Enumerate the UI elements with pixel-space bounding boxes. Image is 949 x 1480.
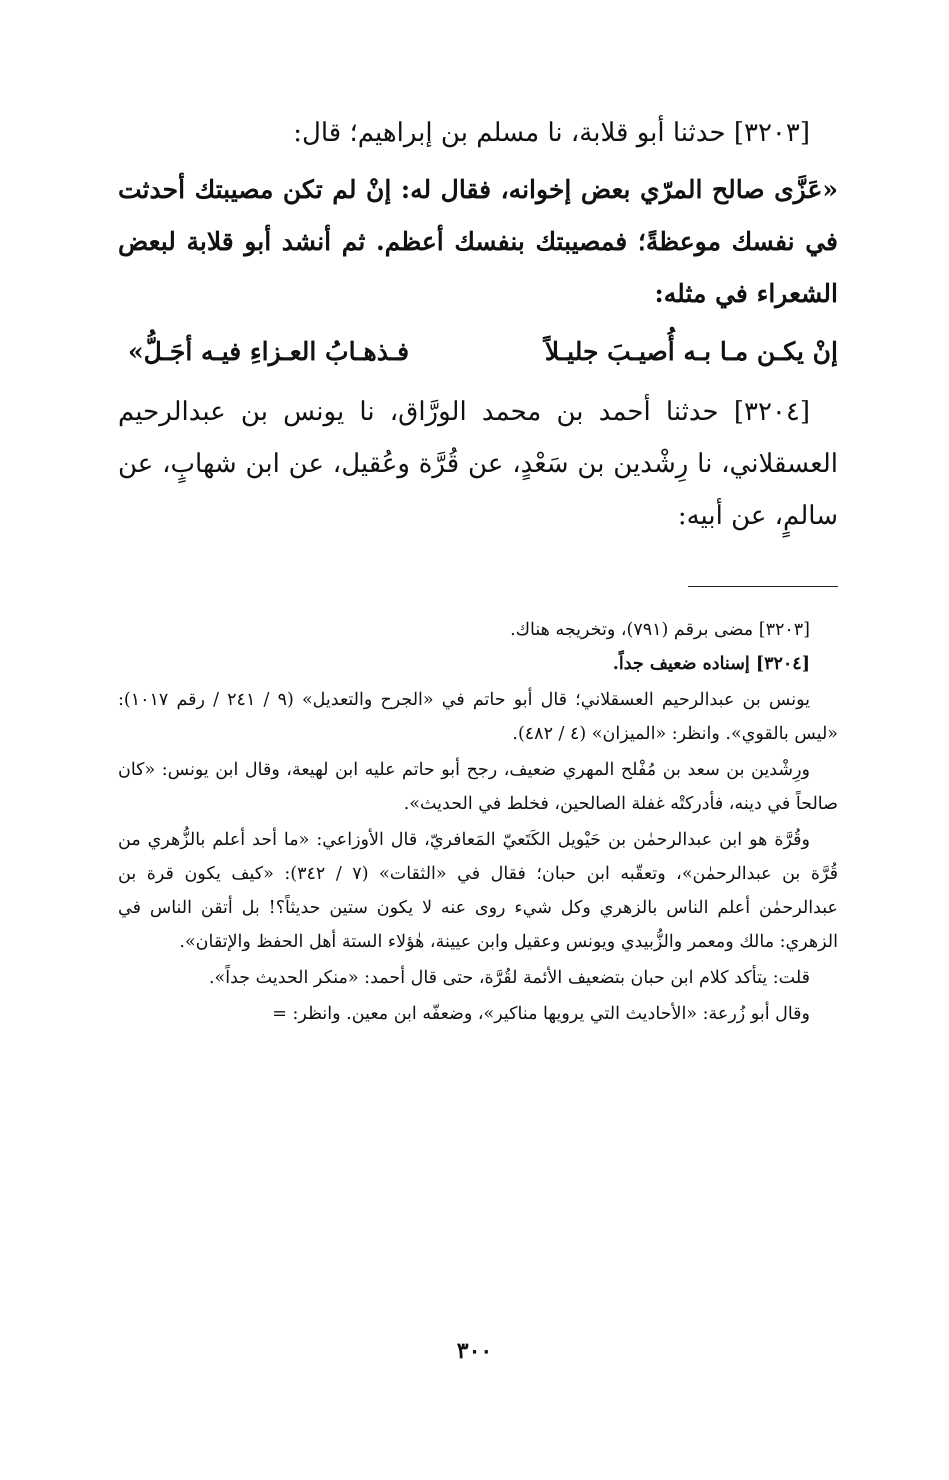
main-text	[118, 108, 838, 542]
footnote-abu-zura: وقال أبو زُرعة: «الأحاديث التي يرويها مناكير»، وضعفّه ابن معين. وانظر: =	[272, 1004, 810, 1024]
footnote-narrator-qurra: وقُرَّة هو ابن عبدالرحمٰن بن حَيْويل الكَتَعيّ المَعافريّ، قال الأوزاعي: «ما أحد أعلم بالزُّهري من قُرَّة بن عبدالرحمٰن»، وتعقّبه ابن حبان؛ فقال في «الثقات» (٧ / ٣٤٢): «كيف يكون قرة بن عبدالرحمٰن أعلم الناس بالزهري وكل شيء روى عنه لا يكون ستين حديثاً؟! بل أتقن الناس في الزهري: مالك ومعمر والزُّبيدي ويونس وعقيل وابن عيينة، هٰؤلاء الستة أهل الحفظ والإتقان».	[118, 830, 839, 952]
footnote-narrator-yunus: يونس بن عبدالرحيم العسقلاني؛ قال أبو حاتم في «الجرح والتعديل» (٩ / ٢٤١ / رقم ١٠١٧): «ليس بالقوي». وانظر: «الميزان» (٤ / ٤٨٢).	[118, 690, 838, 744]
hadith-3203-text: «عَزَّى صالح المرّي بعض إخوانه، فقال له: إنْ لم تكن مصيبتك أحدثت في نفسك موعظةً؛ فمصيبتك بنفسك أعظم. ثم أنشد أبو قلابة لبعض الشعراء في مثله:	[118, 175, 838, 308]
page-number: ٣٠٠	[456, 1338, 493, 1364]
footnote-narrator-rishdin: ورِشْدين بن سعد بن مُفْلح المهري ضعيف، رجح أبو حاتم عليه ابن لهيعة، وقال ابن يونس: «كان صالحاً في دينه، فأدركتْه غفلة الصالحين، فخلط في الحديث».	[118, 760, 838, 814]
footnote-3203: [٣٢٠٣] مضى برقم (٧٩١)، وتخريجه هناك.	[510, 620, 810, 640]
footnote-3204-heading: [٣٢٠٤] إسناده ضعيف جداً.	[612, 654, 810, 674]
footnote-author-comment: قلت: يتأكد كلام ابن حبان بتضعيف الأئمة لقُرَّة، حتى قال أحمد: «منكر الحديث جداً».	[208, 968, 810, 988]
hadith-3203-chain: [٣٢٠٣] حدثنا أبو قلابة، نا مسلم بن إبراهيم؛ قال:	[293, 118, 810, 148]
poetry-verse	[118, 324, 838, 380]
verse-second-hemistich: فـذهـابُ العـزاءِ فيـه أجَـلُّ»	[128, 337, 410, 366]
hadith-3204-chain: [٣٢٠٤] حدثنا أحمد بن محمد الورَّاق، نا يونس بن عبدالرحيم العسقلاني، نا رِشْدين بن سَعْدٍ، عن قُرَّة وعُقيل، عن ابن شهابٍ، عن سالمٍ، عن أبيه:	[118, 397, 838, 531]
document-page	[118, 108, 838, 1031]
footnotes	[118, 613, 838, 1031]
footnote-separator	[688, 586, 838, 587]
verse-first-hemistich: إنْ يكـن مـا بـه أُصيـبَ جليـلاً	[544, 337, 838, 366]
